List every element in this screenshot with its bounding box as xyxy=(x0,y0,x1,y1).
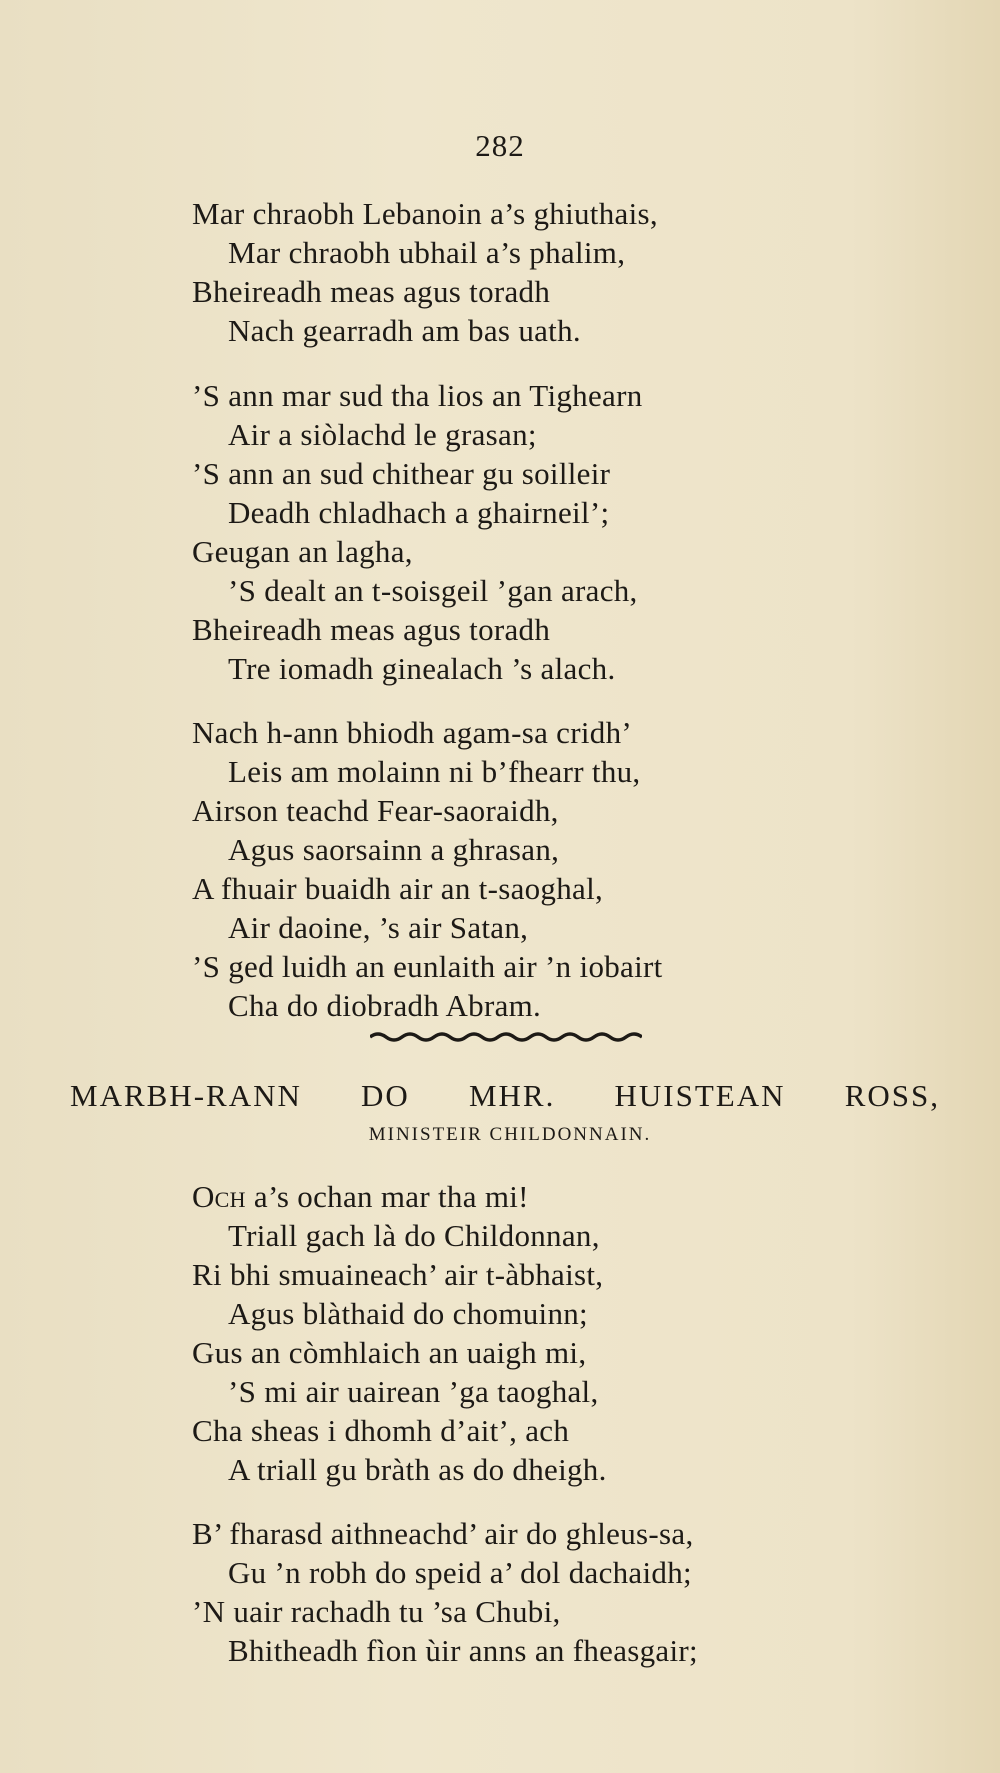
verse-line: Air daoine, ’s air Satan, xyxy=(228,910,529,945)
verse-line: Leis am molainn ni b’fhearr thu, xyxy=(228,754,641,789)
verse-line: Nach gearradh am bas uath. xyxy=(228,313,581,348)
verse-line: ’N uair rachadh tu ’sa Chubi, xyxy=(192,1594,561,1629)
verse-line: ’S ann mar sud tha lios an Tighearn xyxy=(192,378,643,413)
verse-line: Tre iomadh ginealach ’s alach. xyxy=(228,651,616,686)
verse-line: Cha do diobradh Abram. xyxy=(228,988,542,1023)
verse-line: A fhuair buaidh air an t-saoghal, xyxy=(192,871,604,906)
verse-line: Ri bhi smuaineach’ air t-àbhaist, xyxy=(192,1257,604,1292)
poem-subtitle: MINISTEIR CHILDONNAIN. xyxy=(368,1124,652,1145)
verse-line: Bheireadh meas agus toradh xyxy=(192,274,551,309)
verse-line: A triall gu bràth as do dheigh. xyxy=(228,1452,607,1487)
verse-line-first xyxy=(192,1180,529,1214)
page-number: 282 xyxy=(475,128,525,163)
verse-line: ’S mi air uairean ’ga taoghal, xyxy=(228,1374,599,1409)
verse-line: Cha sheas i dhomh d’ait’, ach xyxy=(192,1413,570,1448)
verse-line: Agus saorsainn a ghrasan, xyxy=(228,832,560,867)
verse-line: ’S dealt an t-soisgeil ’gan arach, xyxy=(228,573,638,608)
poem-title: MARBH-RANN DO MHR. HUISTEAN ROSS, xyxy=(70,1078,940,1113)
verse-line: Air a siòlachd le grasan; xyxy=(228,417,537,452)
verse-line: Mar chraobh Lebanoin a’s ghiuthais, xyxy=(192,196,658,231)
verse-line: Nach h-ann bhiodh agam-sa cridh’ xyxy=(192,715,632,750)
verse-line: Gus an còmhlaich an uaigh mi, xyxy=(192,1335,587,1370)
verse-line: Gu ’n robh do speid a’ dol dachaidh; xyxy=(228,1555,692,1590)
first-line-rest: a’s ochan mar tha mi! xyxy=(245,1179,529,1214)
verse-line: B’ fharasd aithneachd’ air do ghleus-sa, xyxy=(192,1516,694,1551)
verse-line: ’S ged luidh an eunlaith air ’n iobairt xyxy=(192,949,663,984)
verse-line: Bheireadh meas agus toradh xyxy=(192,612,551,647)
verse-line: Airson teachd Fear-saoraidh, xyxy=(192,793,559,828)
verse-line: Mar chraobh ubhail a’s phalim, xyxy=(228,235,626,270)
ornamental-divider xyxy=(370,1031,642,1043)
verse-line: Deadh chladhach a ghairneil’; xyxy=(228,495,610,530)
verse-line: ’S ann an sud chithear gu soilleir xyxy=(192,456,611,491)
drop-word: Och xyxy=(192,1179,246,1214)
verse-line: Triall gach là do Childonnan, xyxy=(228,1218,600,1253)
verse-line: Agus blàthaid do chomuinn; xyxy=(228,1296,588,1331)
verse-line: Bhitheadh fìon ùir anns an fheasgair; xyxy=(228,1633,698,1668)
verse-line: Geugan an lagha, xyxy=(192,534,413,569)
